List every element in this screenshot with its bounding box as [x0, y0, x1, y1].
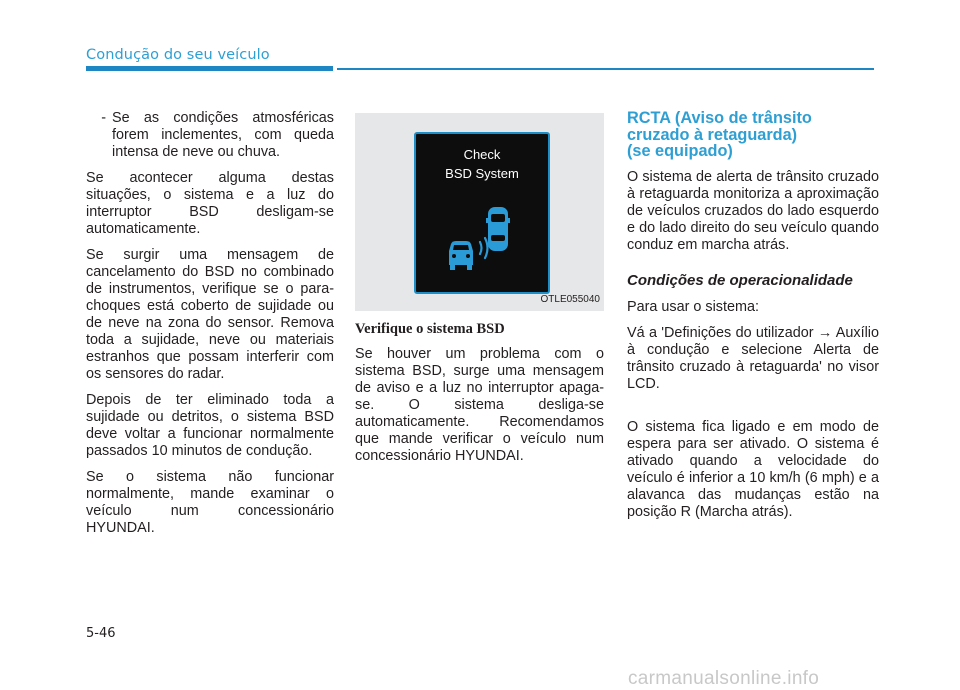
paragraph: Se o sistema não funcionar normalmente, mande examinar o veículo num concessionário HYUNDAI.: [86, 469, 334, 536]
column-middle: [355, 110, 604, 474]
paragraph: O sistema de alerta de trânsito cruzado à retaguarda monitoriza a aproximação de veículos cruzados do lado esquerdo e do lado direito do seu veículo quando conduz em marcha atrás.: [627, 168, 879, 253]
paragraph: Se acontecer alguma destas situações, o sistema e a luz do interruptor BSD desligam-se automaticamente.: [86, 170, 334, 237]
spacer: [627, 402, 879, 419]
paragraph: Para usar o sistema:: [627, 298, 759, 315]
radar-wave-icon: [480, 238, 488, 258]
header-rule-thick: [86, 66, 333, 71]
rcta-heading-line: RCTA (Aviso de trânsito: [627, 109, 812, 127]
bullet-text: Se as condições atmosféricas forem inclementes, com queda intensa de neve ou chuva.: [112, 110, 334, 160]
paragraph: Se houver um problema com o sistema BSD, surge uma mensagem de aviso e a luz no interruptor apaga-se. O sistema desliga-se automaticamente. Recomendamos que mande verificar o veículo num concessionário HYUNDAI.: [355, 346, 604, 464]
car-front-view-icon: [449, 241, 473, 270]
header-rule-thin: [337, 68, 874, 70]
figure-code: OTLE055040: [540, 294, 600, 305]
rcta-heading-line: (se equipado): [627, 142, 733, 160]
display-line-1: Check: [463, 147, 501, 162]
bullet-item: [86, 110, 334, 161]
paragraph: Se surgir uma mensagem de cancelamento do BSD no combinado de instrumentos, verifique se o para-choques está coberto de sujidade ou de neve na zona do sensor. Remova toda a sujidade, neve ou materiais estranhos que possam interferir com os sensores do radar.: [86, 247, 334, 382]
cluster-display: [414, 132, 550, 294]
section-title: Condução do seu veículo: [86, 47, 270, 63]
rcta-heading: [627, 110, 879, 160]
page-number: 5-46: [86, 626, 116, 641]
paragraph: Vá a 'Definições do utilizador → Auxílio à condução e selecione Alerta de trânsito cruzado à retaguarda' no visor LCD.: [627, 324, 879, 392]
operating-conditions-heading: Condições de operacionalidade: [627, 271, 853, 289]
bullet-dash: -: [101, 110, 106, 126]
display-line-2: BSD System: [445, 166, 519, 181]
figure-caption: Verifique o sistema BSD: [355, 321, 505, 337]
paragraph: Depois de ter eliminado toda a sujidade ou detritos, o sistema BSD deve voltar a funcionar normalmente passados 10 minutos de condução.: [86, 392, 334, 459]
rcta-heading-line: cruzado à retaguarda): [627, 125, 798, 144]
column-right: [627, 110, 879, 530]
bsd-figure: [355, 113, 604, 311]
bsd-scene-graphic: [416, 134, 548, 292]
watermark: carmanualsonline.info: [628, 668, 820, 689]
paragraph: O sistema fica ligado e em modo de espera para ser ativado. O sistema é ativado quando a velocidade do veículo é inferior a 10 km/h (6 mph) e a alavanca das mudanças estão na posição R (Marcha atrás).: [627, 418, 879, 520]
column-left: [86, 110, 334, 546]
car-top-view-icon: [486, 207, 510, 251]
